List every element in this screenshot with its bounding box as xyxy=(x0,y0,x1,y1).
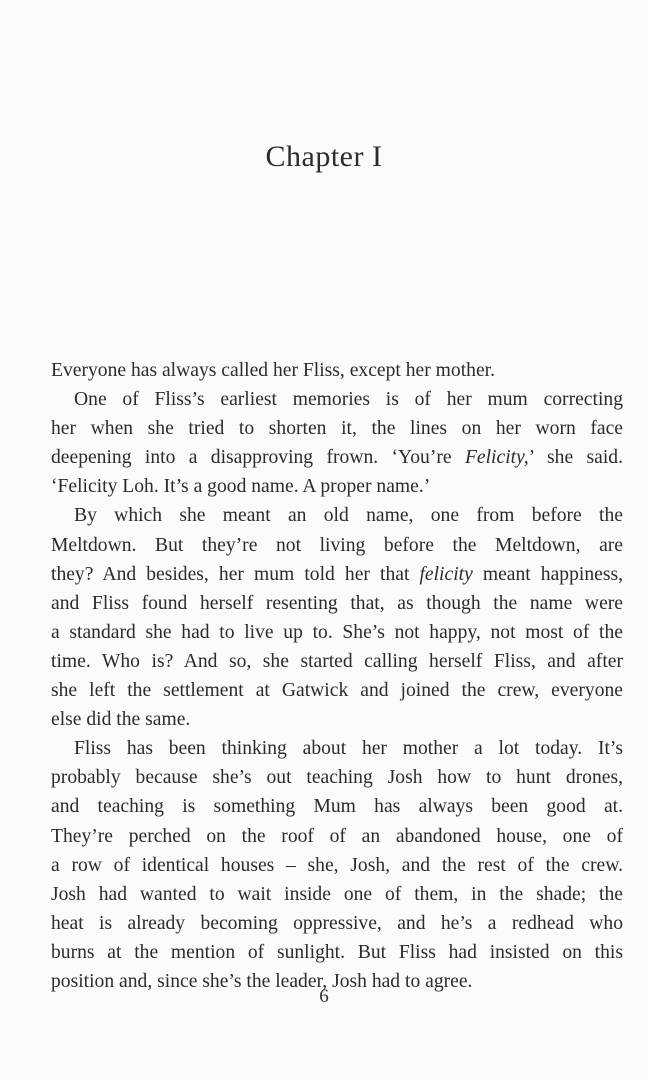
text-line: ‘Felicity Loh. It’s a good name. A proper name.’ xyxy=(51,476,431,498)
page-number: 6 xyxy=(319,986,329,1007)
text-line: they? And besides, her mum told her that felicity meant happiness, xyxy=(51,563,623,585)
text-line: Josh had wanted to wait inside one of them, in the shade; the xyxy=(51,883,623,905)
emphasis: Felicity, xyxy=(464,447,529,469)
text-line: and Fliss found herself resenting that, as though the name were xyxy=(51,592,623,614)
text-line: deepening into a disapproving frown. ‘You’re Felicity,’ she said. xyxy=(51,447,623,469)
text-line: position and, since she’s the leader, Josh had to agree. xyxy=(51,970,473,992)
text-line: Everyone has always called her Fliss, except her mother. xyxy=(51,360,495,381)
text-line: Meltdown. But they’re not living before the Meltdown, are xyxy=(51,534,623,556)
text-line: Fliss has been thinking about her mother a lot today. It’s xyxy=(74,738,623,760)
text-line: her when she tried to shorten it, the lines on her worn face xyxy=(51,418,623,440)
text-line: a standard she had to live up to. She’s not happy, not most of the xyxy=(51,621,623,643)
emphasis: felicity xyxy=(419,563,473,585)
text-line: a row of identical houses – she, Josh, and the rest of the crew. xyxy=(51,854,623,876)
chapter-body xyxy=(51,356,623,996)
text-line: heat is already becoming oppressive, and he’s a redhead who xyxy=(51,912,623,934)
text-line: time. Who is? And so, she started calling herself Fliss, and after xyxy=(51,650,623,672)
text-line: and teaching is something Mum has always been good at. xyxy=(51,796,623,818)
text-line: By which she meant an old name, one from before the xyxy=(74,505,623,527)
text-line: burns at the mention of sunlight. But Fliss had insisted on this xyxy=(51,941,623,963)
text-line: They’re perched on the roof of an abandoned house, one of xyxy=(51,825,623,847)
text-line: else did the same. xyxy=(51,709,191,731)
text-line: probably because she’s out teaching Josh how to hunt drones, xyxy=(51,767,623,789)
text-line: she left the settlement at Gatwick and joined the crew, everyone xyxy=(51,680,623,702)
text-line: One of Fliss’s earliest memories is of her mum correcting xyxy=(74,389,623,411)
chapter-title: Chapter I xyxy=(265,140,383,173)
